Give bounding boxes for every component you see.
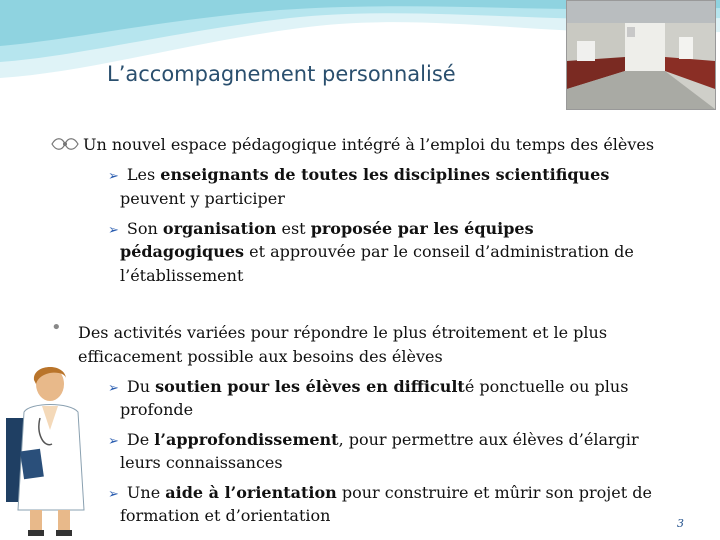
bullet1-sub1-line2: peuvent y participer: [120, 189, 285, 208]
bullet1-sub2-prefix: Son: [126, 219, 163, 238]
bullet1-sub2-line2-rest: et approuvée par le conseil d’administration de: [244, 242, 634, 261]
dot-bullet-icon: •: [51, 317, 62, 338]
arrow-bullet-icon: ➢: [108, 169, 119, 184]
bullet1-sub2-line2-bold: pédagogiques: [120, 242, 245, 261]
slide-title: L’accompagnement personnalisé: [107, 62, 456, 86]
page-number: 3: [677, 517, 684, 530]
arrow-bullet-icon: ➢: [108, 434, 119, 449]
bullet1-sub2-line3: l’établissement: [120, 266, 244, 285]
arrow-bullet-icon: ➢: [108, 381, 119, 396]
bullet1-sub1: [108, 163, 609, 189]
bullet2-sub3-rest: pour construire et mûrir son projet de: [336, 483, 652, 502]
bullet2-sub2-line2: leurs connaissances: [120, 453, 283, 472]
bullet2-sub2-prefix: De: [126, 430, 155, 449]
bullet2-sub1-rest: é ponctuelle ou plus: [464, 377, 629, 396]
bullet1-sub2-bold2: proposée par les équipes: [310, 219, 534, 238]
bullet1-text: Un nouvel espace pédagogique intégré à l’emploi du temps des élèves: [83, 135, 655, 154]
bullet2-line1: Des activités variées pour répondre le plus étroitement et le plus: [78, 323, 608, 342]
bullet2-line2: efficacement possible aux besoins des élèves: [78, 347, 443, 366]
doctor-clipart: [0, 360, 100, 540]
bullet2-sub1-bold: soutien pour les élèves en difficult: [155, 377, 465, 396]
arrow-bullet-icon: ➢: [108, 223, 119, 238]
bullet1-sub1-prefix: Les: [126, 165, 161, 184]
arrow-bullet-icon: ➢: [108, 487, 119, 502]
bullet2-sub3-prefix: Une: [126, 483, 166, 502]
bullet1-sub1-bold: enseignants de toutes les disciplines scientifiques: [160, 165, 610, 184]
bullet1-sub2-bold1: organisation: [162, 219, 277, 238]
flower-bullet-icon: [50, 135, 80, 153]
bullet2-sub2-bold: l’approfondissement: [154, 430, 339, 449]
bullet2-sub2-rest: , pour permettre aux élèves d’élargir: [338, 430, 639, 449]
bullet2-sub1-prefix: Du: [126, 377, 156, 396]
bullet2-sub1-line2: profonde: [120, 400, 194, 419]
bullet1-sub2-line2: [120, 240, 634, 264]
bullet1-sub2-mid: est: [276, 219, 311, 238]
bullet2-sub3-line2: formation et d’orientation: [120, 506, 331, 525]
bullet2-sub3-bold: aide à l’orientation: [165, 483, 337, 502]
